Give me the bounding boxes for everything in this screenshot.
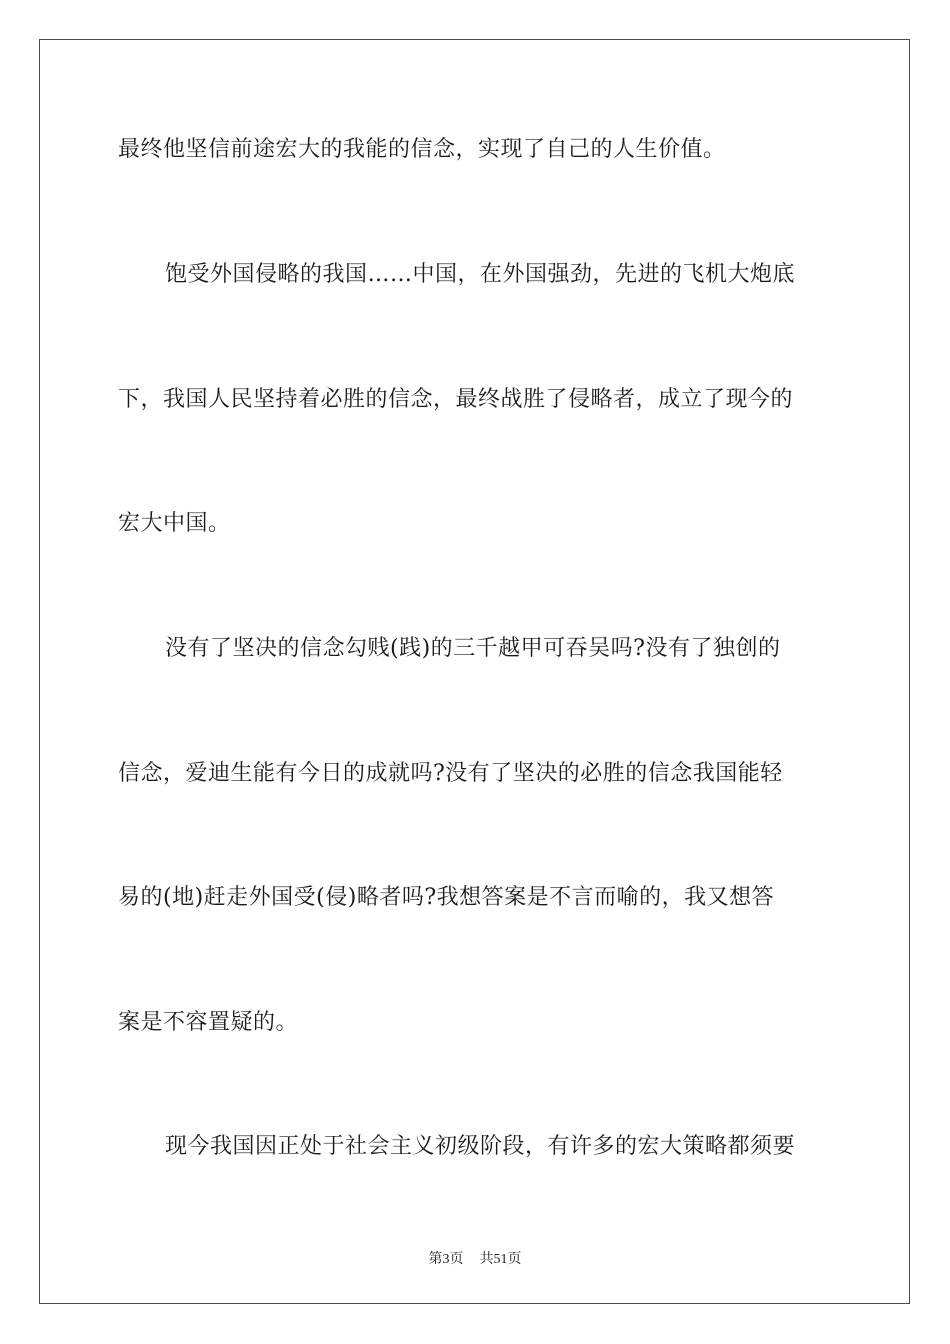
text-line-4: 宏大中国。 (118, 511, 231, 536)
page-border (39, 39, 910, 1304)
text-line-8: 案是不容置疑的。 (118, 1010, 299, 1035)
text-line-2: 饱受外国侵略的我国……中国，在外国强劲，先进的飞机大炮底 (165, 262, 796, 287)
text-line-7: 易的(地)赶走外国受(侵)略者吗?我想答案是不言而喻的，我又想答 (118, 885, 775, 910)
page-number: 第3页 (428, 1252, 464, 1267)
text-line-6: 信念，爱迪生能有今日的成就吗?没有了坚决的必胜的信念我国能轻 (118, 761, 783, 786)
page-footer (0, 1248, 950, 1268)
page-total: 共51页 (479, 1252, 522, 1267)
text-line-5: 没有了坚决的信念勾贱(践)的三千越甲可吞吴吗?没有了独创的 (165, 636, 781, 661)
text-line-1: 最终他坚信前途宏大的我能的信念，实现了自己的人生价值。 (118, 137, 726, 162)
text-line-9: 现今我国因正处于社会主义初级阶段，有许多的宏大策略都须要 (165, 1134, 796, 1159)
text-line-3: 下，我国人民坚持着必胜的信念，最终战胜了侵略者，成立了现今的 (118, 387, 794, 412)
